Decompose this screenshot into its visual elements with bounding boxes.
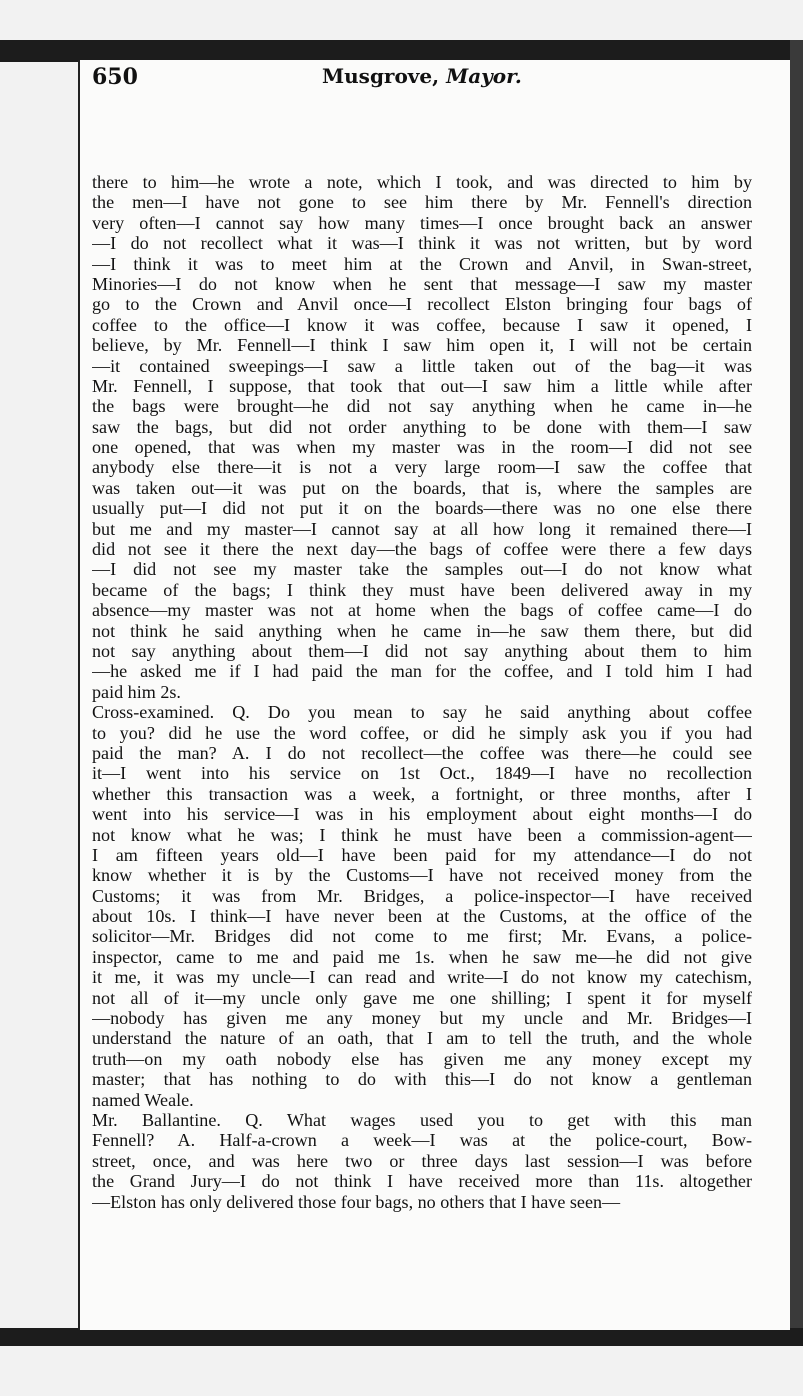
text-line: the bags were brought—he did not say anything when he came in—he (92, 396, 752, 417)
text-line: Cross-examined. Q. Do you mean to say he said anything about coffee (92, 702, 752, 723)
text-line: I am fifteen years old—I have been paid for my attendance—I do not (92, 844, 752, 865)
scan-border-top (0, 40, 803, 62)
text-line: know whether it is by the Customs—I have not received money from the (92, 865, 752, 886)
running-head (322, 64, 522, 88)
text-line: master; that has nothing to do with this—I do not know a gentleman (92, 1069, 752, 1090)
text-line: paid him 2s. (92, 681, 181, 702)
text-line: not all of it—my uncle only gave me one shilling; I spent it for myself (92, 987, 752, 1008)
text-line: not say anything about them—I did not say anything about them to him (92, 640, 752, 661)
text-line: became of the bags; I think they must have been delivered away in my (92, 579, 752, 600)
running-head-title: Mayor. (446, 64, 522, 88)
text-line: Mr. Fennell, I suppose, that took that out—I saw him a little while after (92, 375, 752, 396)
text-line: believe, by Mr. Fennell—I think I saw him open it, I will not be certain (92, 335, 752, 356)
text-line: the men—I have not gone to see him there by Mr. Fennell's direction (92, 192, 752, 213)
text-line: Minories—I do not know when he sent that message—I saw my master (92, 273, 752, 294)
text-line: it—I went into his service on 1st Oct., 1849—I have no recollection (92, 763, 752, 784)
text-line: very often—I cannot say how many times—I once brought back an answer (92, 212, 752, 233)
text-line: was taken out—it was put on the boards, that is, where the samples are (92, 477, 752, 498)
page-header (92, 64, 692, 104)
text-line: —I do not recollect what it was—I think it was not written, but by word (92, 233, 752, 254)
text-line: not know what he was; I think he must have been a commission-agent— (92, 824, 752, 845)
text-line: whether this transaction was a week, a fortnight, or three months, after I (92, 783, 752, 804)
text-line: went into his service—I was in his employment about eight months—I do (92, 804, 752, 825)
text-line: solicitor—Mr. Bridges did not come to me first; Mr. Evans, a police- (92, 926, 752, 947)
text-line: —it contained sweepings—I saw a little taken out of the bag—it was (92, 355, 752, 376)
text-line: named Weale. (92, 1089, 194, 1110)
text-line: street, once, and was here two or three days last session—I was before (92, 1150, 752, 1171)
text-line: not think he said anything when he came in—he saw them there, but did (92, 620, 752, 641)
text-line: inspector, came to me and paid me 1s. when he saw me—he did not give (92, 946, 752, 967)
text-line: anybody else there—it is not a very large room—I saw the coffee that (92, 457, 752, 478)
text-line: Mr. Ballantine. Q. What wages used you to get with this man (92, 1109, 752, 1130)
text-line: truth—on my oath nobody else has given me any money except my (92, 1048, 752, 1069)
text-line: paid the man? A. I do not recollect—the coffee was there—he could see (92, 742, 752, 763)
book-spine-edge (790, 40, 803, 1346)
text-line: understand the nature of an oath, that I am to tell the truth, and the whole (92, 1028, 752, 1049)
text-line: —I think it was to meet him at the Crown and Anvil, in Swan-street, (92, 253, 752, 274)
text-line: usually put—I did not put it on the boards—there was no one else there (92, 498, 752, 519)
text-line: one opened, that was when my master was in the room—I did not see (92, 437, 752, 458)
text-line: the Grand Jury—I do not think I have received more than 11s. altogether (92, 1171, 752, 1192)
text-line: coffee to the office—I know it was coffee, because I saw it opened, I (92, 314, 752, 335)
text-line: absence—my master was not at home when the bags of coffee came—I do (92, 600, 752, 621)
text-line: saw the bags, but did not order anything to be done with them—I saw (92, 416, 752, 437)
text-line: about 10s. I think—I have never been at the Customs, at the office of the (92, 906, 752, 927)
page-number: 650 (92, 64, 138, 90)
text-line: —he asked me if I had paid the man for the coffee, and I told him I had (92, 661, 752, 682)
text-line: —Elston has only delivered those four bags, no others that I have seen— (92, 1191, 621, 1212)
text-line: there to him—he wrote a note, which I took, and was directed to him by (92, 172, 752, 192)
text-line: did not see it there the next day—the bags of coffee were there a few days (92, 539, 752, 560)
body-text (92, 172, 752, 1212)
running-head-name: Musgrove, (322, 64, 440, 88)
text-line: —nobody has given me any money but my uncle and Mr. Bridges—I (92, 1008, 752, 1029)
text-line: to you? did he use the word coffee, or did he simply ask you if you had (92, 722, 752, 743)
text-line: Customs; it was from Mr. Bridges, a police-inspector—I have received (92, 885, 752, 906)
text-line: go to the Crown and Anvil once—I recollect Elston bringing four bags of (92, 294, 752, 315)
text-line: it me, it was my uncle—I can read and write—I do not know my catechism, (92, 967, 752, 988)
scan-border-bottom (0, 1328, 803, 1346)
text-line: Fennell? A. Half-a-crown a week—I was at the police-court, Bow- (92, 1130, 752, 1151)
text-line: —I did not see my master take the samples out—I do not know what (92, 559, 752, 580)
text-line: but me and my master—I cannot say at all how long it remained there—I (92, 518, 752, 539)
